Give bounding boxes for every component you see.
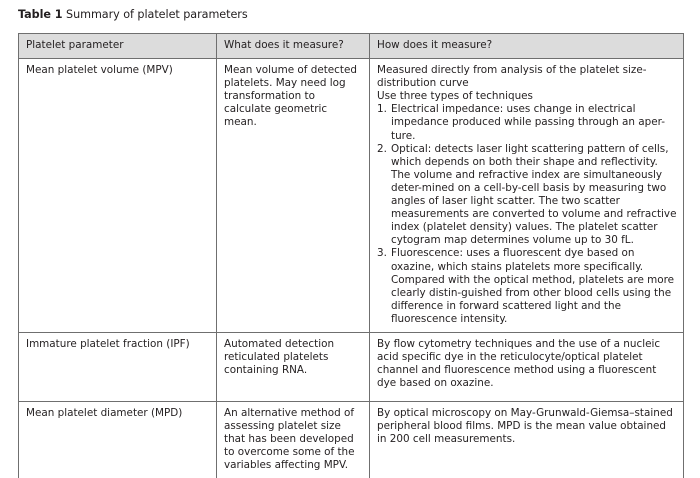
how-mpv-intro-line-2: Use three types of techniques [377,90,533,103]
cell-parameter-ipf: Immature platelet fraction (IPF) [19,332,217,401]
table-header [19,34,684,59]
column-header-parameter: Platelet parameter [19,34,217,59]
list-item-text: Fluorescence: uses a fluorescent dye based on oxazine, which stains platelets more specifically. Compared with the optical method, platelets are more clearly distin-guished from other blood cells using the difference in forward scattered light and the fluorescence intensity. [391,247,675,325]
cell-parameter-mpv: Mean platelet volume (MPV) [19,59,217,333]
table-header-row [19,34,684,59]
how-mpv-block [377,64,677,326]
list-item [377,143,677,248]
column-header-how-measure: How does it measure? [370,34,684,59]
table-body [19,59,684,478]
table-row [19,401,684,478]
table-caption-label: Table 1 [18,8,63,21]
table-row [19,332,684,401]
cell-how-ipf: By flow cytometry techniques and the use of a nucleic acid specific dye in the reticulocyte/optical platelet channel and fluorescence method using a fluorescent dye based on oxazine. [370,332,684,401]
list-item-number: 3. [377,247,387,260]
list-item-text: Electrical impedance: uses change in electrical impedance produced while passing through an aper-ture. [391,103,665,142]
cell-how-mpd: By optical microscopy on May-Grunwald-Giemsa–stained peripheral blood films. MPD is the mean value obtained in 200 cell measurements. [370,401,684,478]
list-item [377,247,677,326]
table-row [19,59,684,333]
how-mpv-intro-line-1: Measured directly from analysis of the platelet size-distribution curve [377,64,647,90]
list-item-number: 1. [377,103,387,116]
platelet-parameters-table [18,33,684,478]
list-item-text: Optical: detects laser light scattering pattern of cells, which depends on both their shape and reflectivity. The volume and refractive index are simultaneously deter-mined on a cell-by-cell basis by measuring two angles of laser light scatter. The two scatter measurements are converted to volume and refractive index (platelet density) values. The platelet scatter cytogram map determines volume up to 30 fL. [391,142,677,247]
list-item-number: 2. [377,142,387,155]
cell-parameter-mpd: Mean platelet diameter (MPD) [19,401,217,478]
cell-measure-mpd: An alternative method of assessing platelet size that has been developed to overcome some of the variables affecting MPV. [217,401,370,478]
cell-how-mpv [370,59,684,333]
table-caption [18,8,248,22]
table-caption-text: Summary of platelet parameters [66,8,248,21]
how-mpv-technique-list [377,103,677,326]
list-item [377,103,677,142]
cell-measure-mpv: Mean volume of detected platelets. May need log transformation to calculate geometric mean. [217,59,370,333]
column-header-what-measure: What does it measure? [217,34,370,59]
cell-measure-ipf: Automated detection reticulated platelets containing RNA. [217,332,370,401]
